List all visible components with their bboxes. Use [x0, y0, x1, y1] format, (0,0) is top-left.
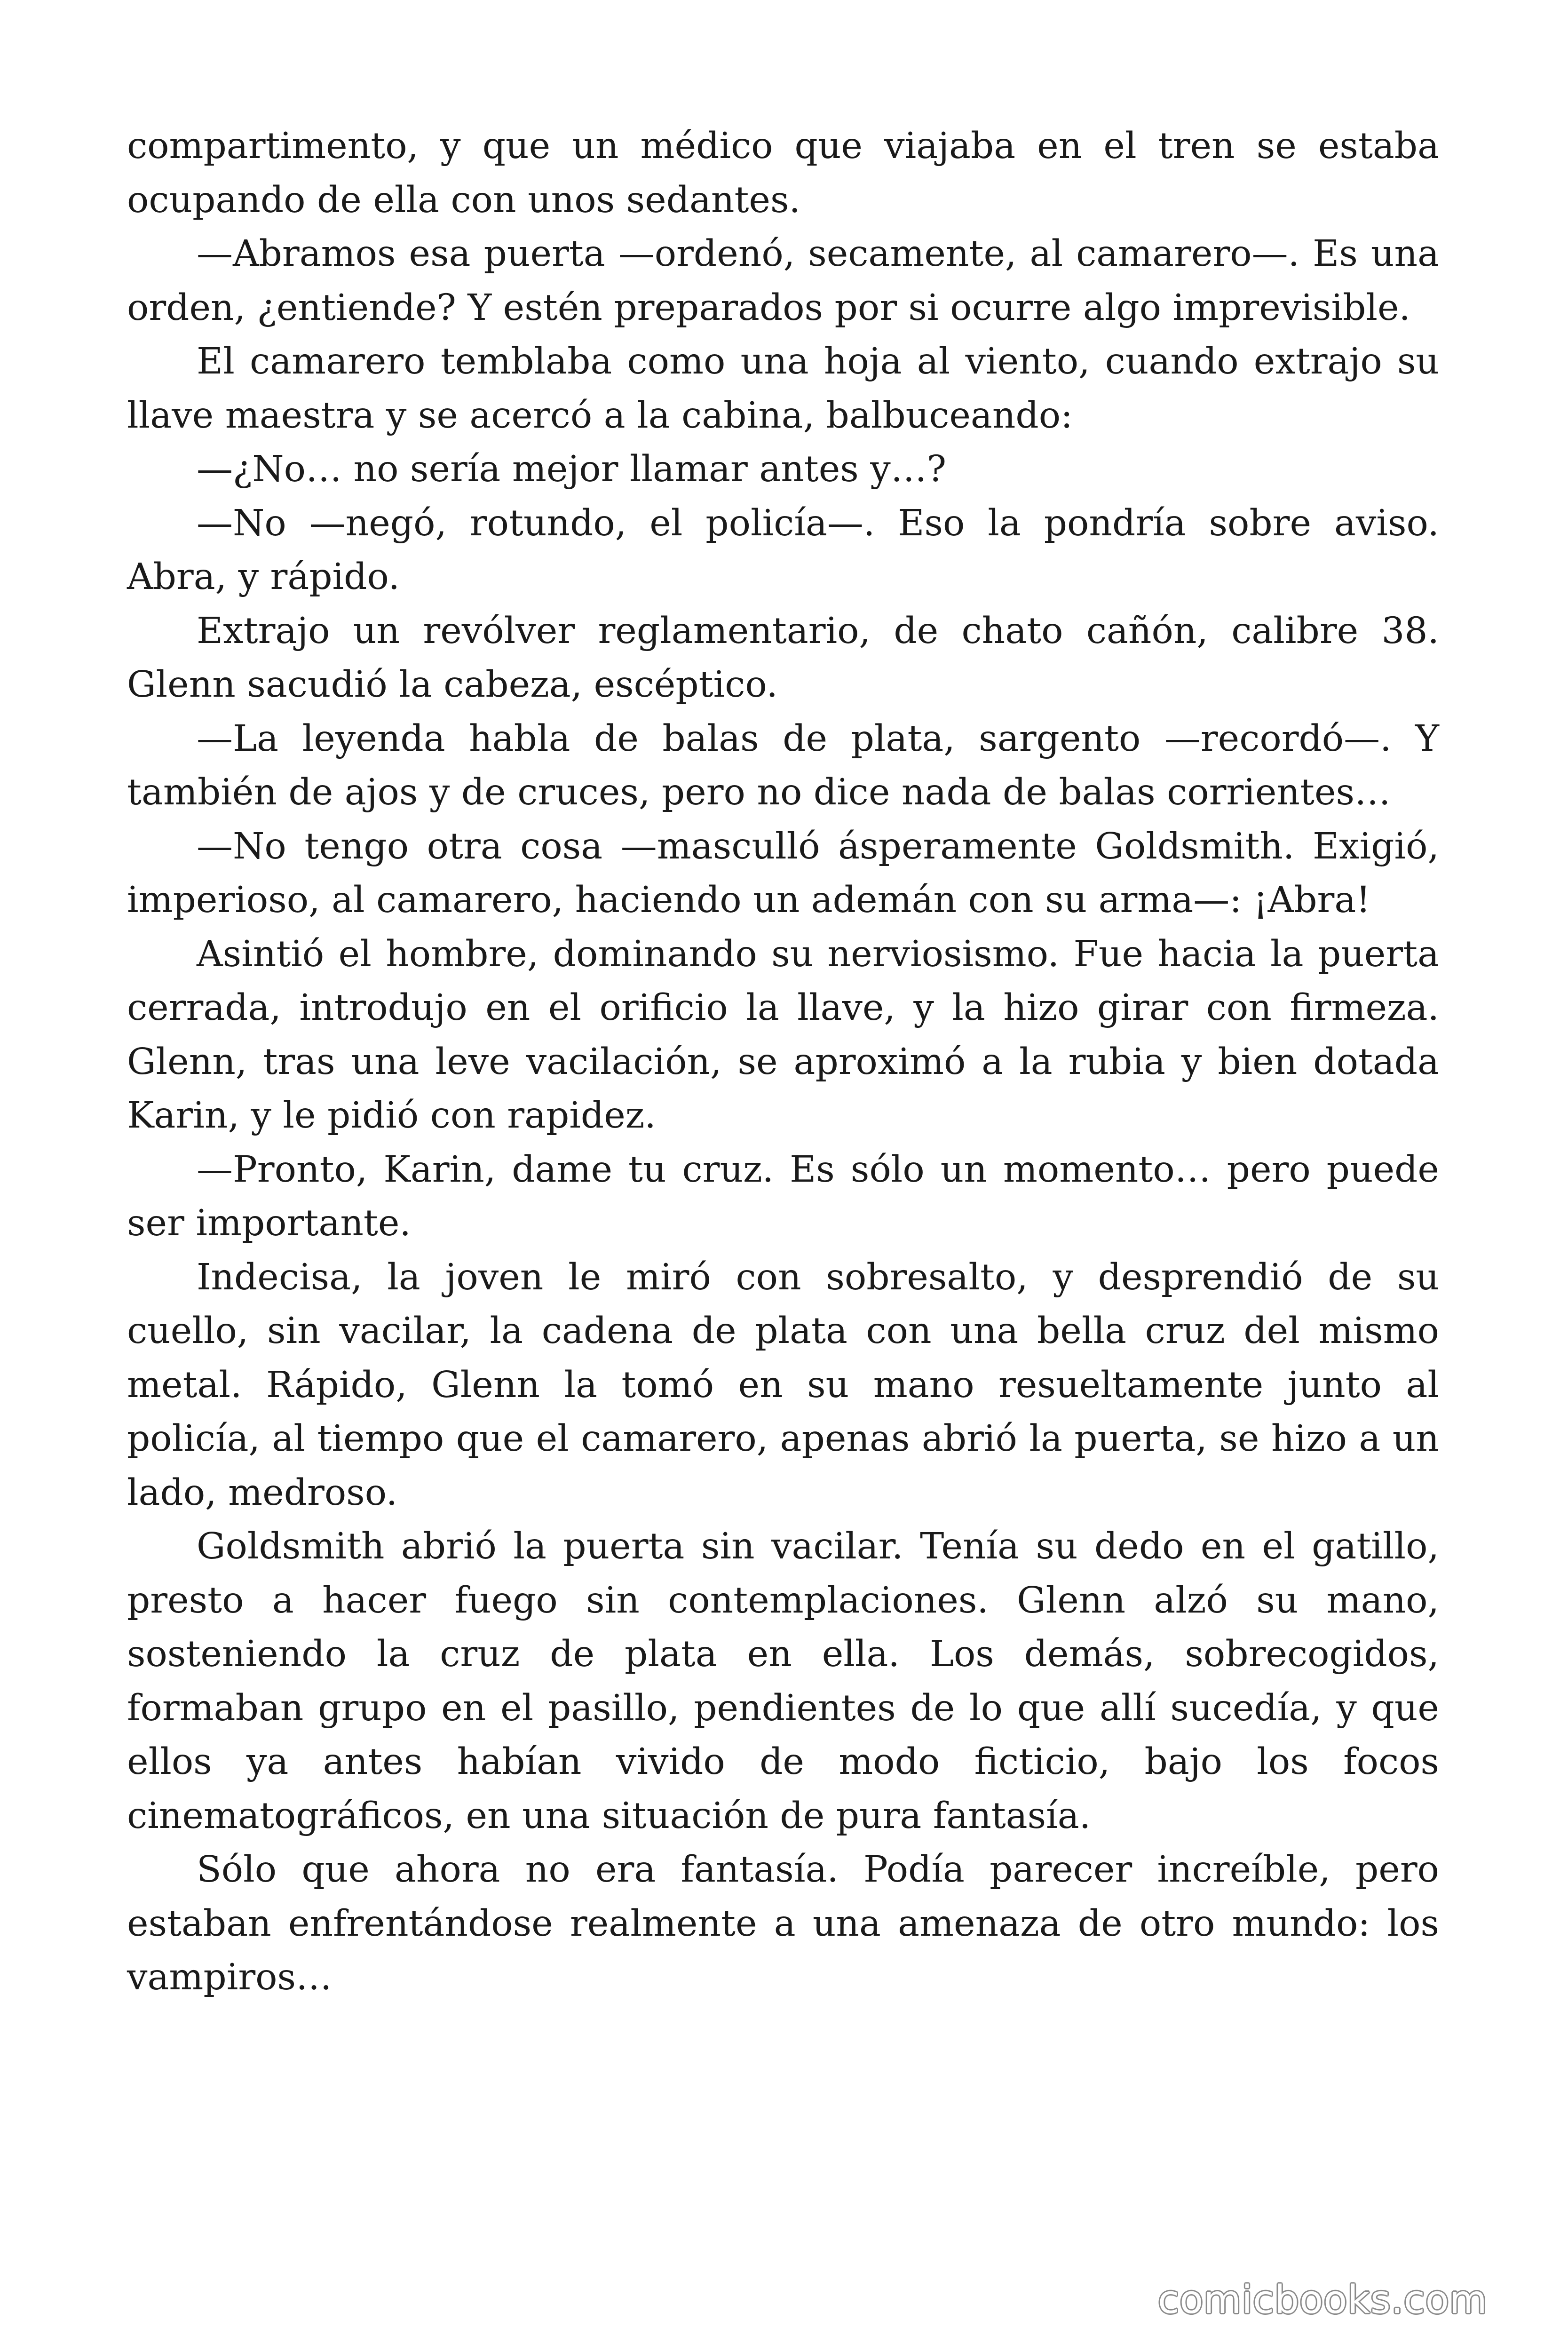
- paragraph: —No tengo otra cosa —masculló ásperamente Goldsmith. Exigió, imperioso, al camarero, haciendo un ademán con su arma—: ¡Abra!: [127, 825, 1439, 921]
- paragraph: Sólo que ahora no era fantasía. Podía parecer increíble, pero estaban enfrentándose realmente a una amenaza de otro mundo: los vampiros…: [127, 1849, 1439, 1998]
- paragraph: —Abramos esa puerta —ordenó, secamente, al camarero—. Es una orden, ¿entiende? Y estén preparados por si ocurre algo imprevisible.: [127, 233, 1439, 329]
- paragraph: —¿No… no sería mejor llamar antes y…?: [197, 448, 947, 490]
- paragraph: Indecisa, la joven le miró con sobresalto, y desprendió de su cuello, sin vacilar, la cadena de plata con una bella cruz del mismo metal. Rápido, Glenn la tomó en su mano resueltamente junto al policía, al tiempo que el camarero, apenas abrió la puerta, se hizo a un lado, medroso.: [127, 1256, 1439, 1514]
- paragraph: Extrajo un revólver reglamentario, de chato cañón, calibre 38. Glenn sacudió la cabeza, escéptico.: [127, 610, 1439, 706]
- paragraph: Goldsmith abrió la puerta sin vacilar. Tenía su dedo en el gatillo, presto a hacer fuego sin contemplaciones. Glenn alzó su mano, sosteniendo la cruz de plata en ella. Los demás, sobrecogidos, formaban grupo en el pasillo, pendientes de lo que allí sucedía, y que ellos ya antes habían vivido de modo ficticio, bajo los focos cinematográficos, en una situación de pura fantasía.: [127, 1526, 1439, 1837]
- paragraph: —No —negó, rotundo, el policía—. Eso la pondría sobre aviso. Abra, y rápido.: [127, 502, 1439, 598]
- paragraph: El camarero temblaba como una hoja al viento, cuando extrajo su llave maestra y se acercó a la cabina, balbuceando:: [127, 341, 1439, 437]
- paragraph: —La leyenda habla de balas de plata, sargento —recordó—. Y también de ajos y de cruces, pero no dice nada de balas corrientes…: [127, 717, 1439, 813]
- paragraph: —Pronto, Karin, dame tu cruz. Es sólo un momento… pero puede ser importante.: [127, 1148, 1439, 1244]
- watermark: comicbooks.com: [1158, 2278, 1488, 2322]
- paragraph: compartimento, y que un médico que viajaba en el tren se estaba ocupando de ella con unos sedantes.: [127, 125, 1439, 221]
- paragraph: Asintió el hombre, dominando su nerviosismo. Fue hacia la puerta cerrada, introdujo en el orificio la llave, y la hizo girar con firmeza. Glenn, tras una leve vacilación, se aproximó a la rubia y bien dotada Karin, y le pidió con rapidez.: [127, 933, 1439, 1136]
- page-body: [127, 119, 1439, 2005]
